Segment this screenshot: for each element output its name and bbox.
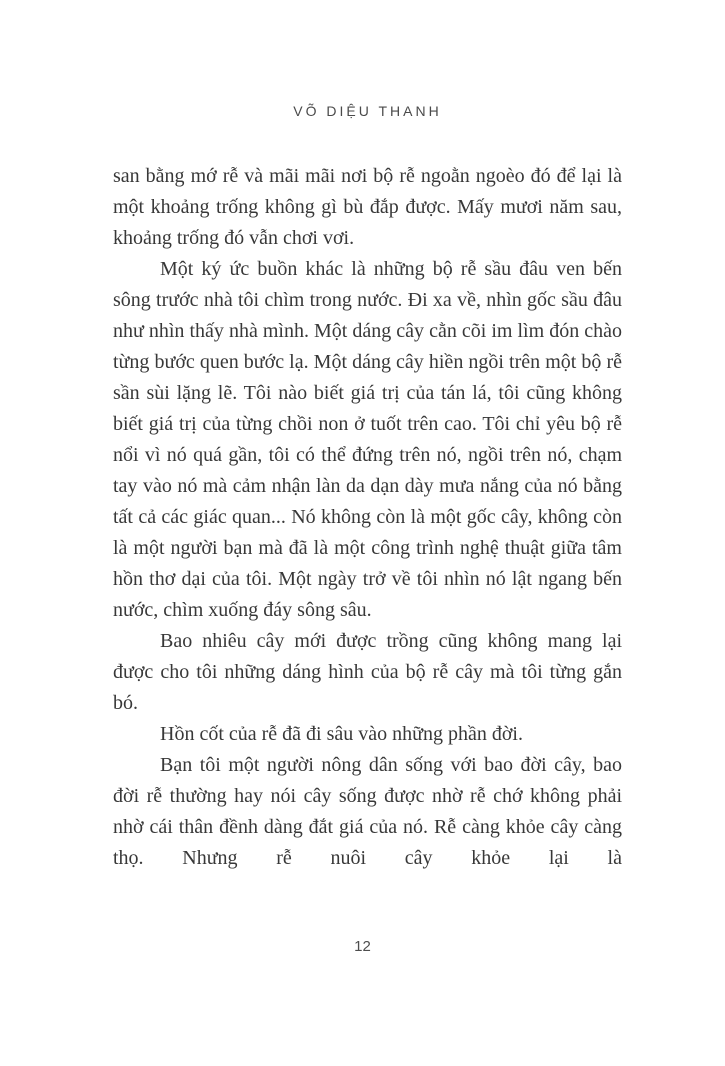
page-number: 12: [354, 938, 371, 955]
paragraph: Hồn cốt của rễ đã đi sâu vào những phần đời.: [160, 723, 523, 745]
page-body: [113, 161, 622, 874]
paragraph: Bao nhiêu cây mới được trồng cũng không mang lại được cho tôi những dáng hình của bộ rễ cây mà tôi từng gắn bó.: [113, 630, 622, 714]
paragraph: Một ký ức buồn khác là những bộ rễ sầu đâu ven bến sông trước nhà tôi chìm trong nước. Đi xa về, nhìn gốc sầu đâu như nhìn thấy nhà mình. Một dáng cây cằn cõi im lìm đón chào từng bước quen bước lạ. Một dáng cây hiền ngồi trên một bộ rễ sần sùi lặng lẽ. Tôi nào biết giá trị của tán lá, tôi cũng không biết giá trị của từng chồi non ở tuốt trên cao. Tôi chỉ yêu bộ rễ nổi vì nó quá gần, tôi có thể đứng trên nó, ngồi trên nó, chạm tay vào nó mà cảm nhận làn da dạn dày mưa nắng của nó bằng tất cả các giác quan... Nó không còn là một gốc cây, không còn là một người bạn mà đã là một công trình nghệ thuật giữa tâm hồn thơ dại của tôi. Một ngày trở về tôi nhìn nó lật ngang bến nước, chìm xuống đáy sông sâu.: [113, 258, 622, 621]
paragraph: Bạn tôi một người nông dân sống với bao đời cây, bao đời rễ thường hay nói cây sống được nhờ rễ chớ không phải nhờ cái thân đềnh dàng đắt giá của nó. Rễ càng khỏe cây càng thọ. Nhưng rễ nuôi cây khỏe lại là: [113, 754, 622, 869]
paragraph: san bằng mớ rễ và mãi mãi nơi bộ rễ ngoằn ngoèo đó để lại là một khoảng trống không gì bù đắp được. Mấy mươi năm sau, khoảng trống đó vẫn chơi vơi.: [113, 165, 622, 249]
running-header: VÕ DIỆU THANH: [293, 103, 442, 119]
